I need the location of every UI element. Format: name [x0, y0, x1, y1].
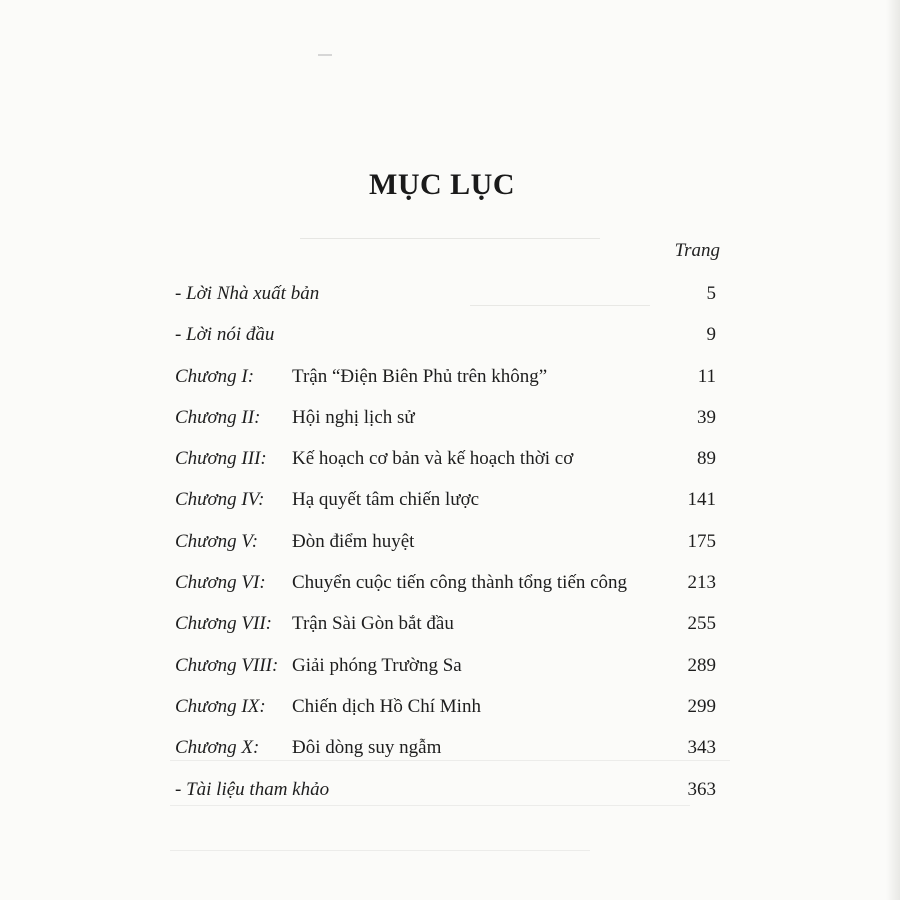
toc-entry [175, 692, 716, 733]
toc-entry-label: - Lời nói đầu [175, 324, 275, 346]
toc-entry [175, 733, 716, 774]
toc-entry-label: Chương IX: [175, 695, 266, 717]
toc-entry-label: - Tài liệu tham khảo [175, 778, 330, 800]
toc-entry-page: 175 [687, 530, 716, 552]
toc-entry-page: 343 [687, 737, 716, 759]
toc-entry-title: Trận “Điện Biên Phủ trên không” [292, 365, 548, 387]
toc-entry-page: 213 [687, 572, 716, 594]
toc-entry-page: 141 [687, 489, 716, 511]
bleed-through-line [170, 850, 590, 851]
toc-entry-page: 363 [687, 778, 716, 800]
toc-entry-label: - Lời Nhà xuất bản [175, 283, 320, 304]
toc-entry-label: Chương I: [175, 365, 255, 387]
toc-entry-label: Chương VIII: [175, 654, 279, 676]
page-edge-shadow [886, 0, 900, 900]
toc-entry-page: 299 [687, 695, 716, 717]
bleed-through-line [300, 238, 600, 239]
toc-entry [175, 362, 716, 403]
toc-entry-label: Chương X: [175, 737, 260, 759]
toc-entry-title: Đòn điểm huyệt [292, 530, 415, 552]
toc-entry-title: Hạ quyết tâm chiến lược [292, 489, 480, 511]
toc-entry-page: 11 [697, 365, 716, 387]
toc-entry-title: Đôi dòng suy ngẫm [292, 737, 442, 759]
toc-entry-label: Chương VI: [175, 572, 266, 594]
toc-entry-label: Chương VII: [175, 613, 273, 635]
toc-entry [175, 775, 716, 816]
toc-entry [175, 320, 716, 361]
toc-entry-label: Chương V: [175, 530, 259, 552]
toc-entry-page: 89 [697, 448, 716, 470]
toc-list [175, 279, 716, 816]
toc-entry-title: Chuyển cuộc tiến công thành tổng tiến công [292, 572, 628, 594]
toc-entry [175, 527, 716, 568]
page-column-header: Trang [674, 240, 720, 261]
toc-entry [175, 403, 716, 444]
toc-entry [175, 609, 716, 650]
toc-entry-page: 255 [687, 613, 716, 635]
page-title: MỤC LỤC [369, 168, 515, 201]
toc-entry-page: 5 [706, 283, 716, 304]
toc-entry-title: Trận Sài Gòn bắt đầu [292, 613, 454, 635]
toc-entry [175, 568, 716, 609]
toc-entry-label: Chương III: [175, 448, 267, 470]
toc-entry [175, 279, 716, 320]
toc-entry-title: Giải phóng Trường Sa [292, 654, 462, 676]
toc-entry-label: Chương IV: [175, 489, 265, 511]
toc-entry [175, 444, 716, 485]
toc-entry-page: 39 [697, 406, 716, 428]
toc-entry-page: 289 [687, 654, 716, 676]
scan-mark [318, 54, 332, 56]
toc-entry-page: 9 [706, 324, 716, 346]
toc-entry [175, 651, 716, 692]
toc-entry-title: Chiến dịch Hồ Chí Minh [292, 695, 481, 717]
toc-entry-title: Hội nghị lịch sử [292, 406, 415, 428]
toc-entry-label: Chương II: [175, 406, 261, 428]
toc-entry [175, 485, 716, 526]
toc-entry-title: Kế hoạch cơ bản và kế hoạch thời cơ [292, 448, 574, 470]
